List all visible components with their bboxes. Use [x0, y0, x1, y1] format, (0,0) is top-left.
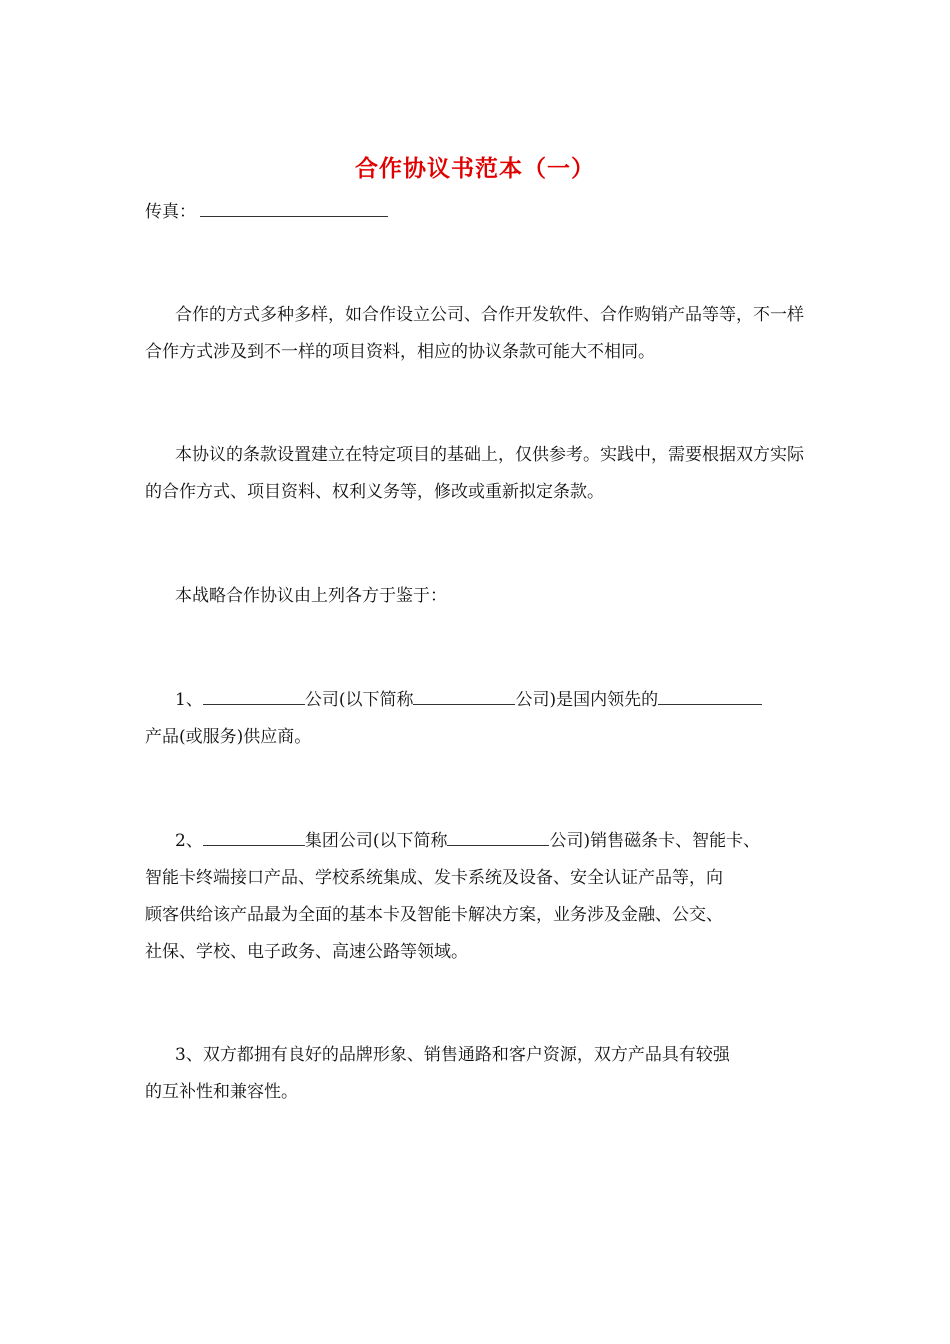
recital-intro [145, 578, 815, 615]
fax-blank-field [200, 200, 388, 217]
recital-1-text-a: 公司(以下简称 [304, 690, 414, 710]
fax-label: 传真： [145, 202, 196, 222]
recital-3-line-1: 3、双方都拥有良好的品牌形象、销售通路和客户资源，双方产品具有较强 [175, 1045, 730, 1065]
company-name-blank [203, 688, 305, 705]
intro-paragraph-1 [145, 297, 815, 371]
intro-paragraph-1-text: 合作的方式多种多样，如合作设立公司、合作开发软件、合作购销产品等等，不一样合作方式涉及到不一样的项目资料，相应的协议条款可能大不相同。 [145, 305, 804, 362]
recital-1-number: 1、 [175, 690, 203, 710]
recital-3-line-2: 的互补性和兼容性。 [145, 1082, 298, 1102]
intro-paragraph-2 [145, 437, 815, 511]
recital-2-number: 2、 [175, 831, 203, 851]
document-title: 合作协议书范本（一） [355, 155, 595, 182]
recital-item-3 [145, 1037, 815, 1111]
recital-intro-text: 本战略合作协议由上列各方于鉴于： [175, 586, 447, 606]
product-blank [658, 688, 762, 705]
recital-2-line-3: 顾客供给该产品最为全面的基本卡及智能卡解决方案，业务涉及金融、公交、 [145, 905, 723, 925]
group-name-blank [203, 829, 305, 846]
recital-item-2 [145, 823, 815, 971]
short-name-blank-2 [447, 829, 549, 846]
recital-2-line-2: 智能卡终端接口产品、学校系统集成、发卡系统及设备、安全认证产品等，向 [145, 868, 723, 888]
recital-2-text-a: 集团公司(以下简称 [304, 831, 448, 851]
recital-2-line-4: 社保、学校、电子政务、高速公路等领域。 [145, 942, 468, 962]
intro-paragraph-2-text: 本协议的条款设置建立在特定项目的基础上，仅供参考。实践中，需要根据双方实际的合作方式、项目资料、权利义务等，修改或重新拟定条款。 [145, 445, 804, 502]
fax-line [145, 200, 388, 224]
recital-item-1 [145, 682, 815, 756]
recital-1-text-b: 公司)是国内领先的 [515, 690, 659, 710]
recital-1-text-c: 产品(或服务)供应商。 [145, 727, 312, 747]
recital-2-text-b: 公司)销售磁条卡、智能卡、 [549, 831, 761, 851]
short-name-blank [413, 688, 515, 705]
